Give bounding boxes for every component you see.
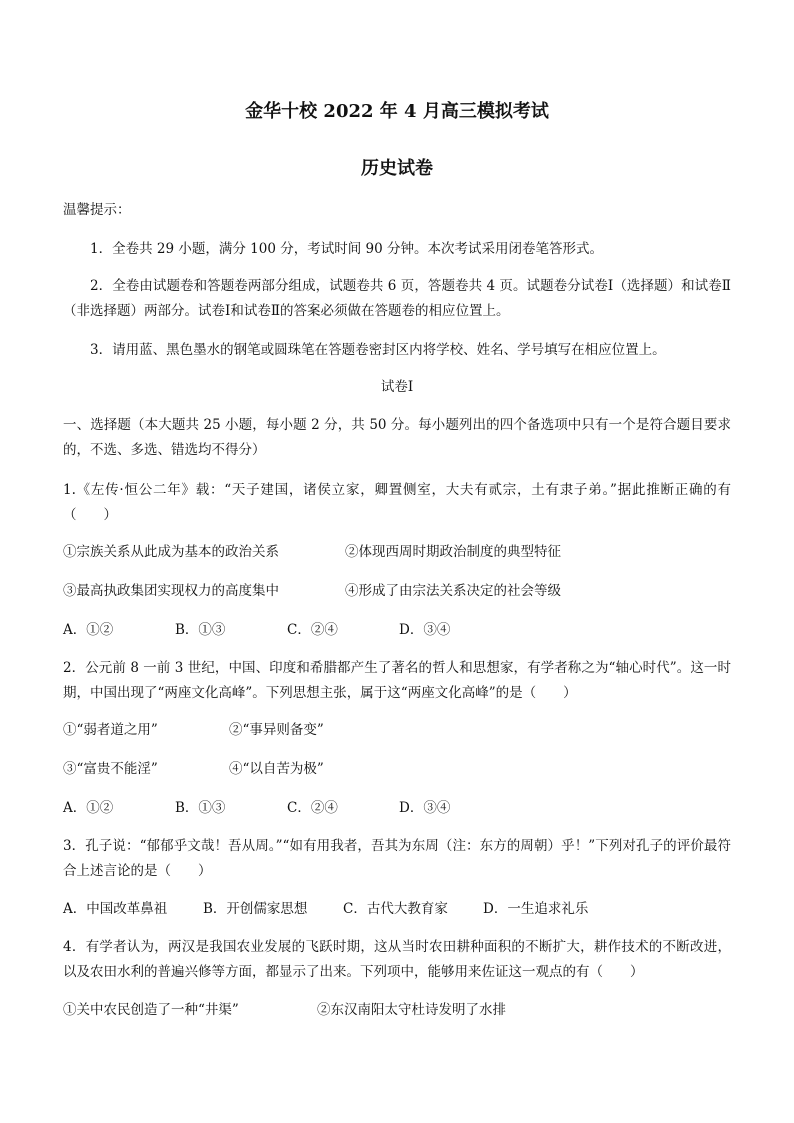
question-1-choice-b[interactable]: B．①③ (175, 622, 226, 638)
question-1-choice-a[interactable]: A．①② (63, 622, 114, 638)
question-3-choice-d[interactable]: D．一生追求礼乐 (483, 901, 589, 917)
question-1-item-3: ③最高执政集团实现权力的高度集中 (63, 583, 279, 599)
question-4-stem: 4．有学者认为，两汉是我国农业发展的飞跃时期，这从当时农田耕种面积的不断扩大，耕作技术的不断改进，以及农田水利的普遍兴修等方面，都显示了出来。下列项中，能够用来佐证这一观点的有（ ） (63, 939, 731, 980)
question-4-item-1: ①关中农民创造了一种“井渠” (63, 1002, 239, 1018)
question-2-choice-b[interactable]: B．①③ (175, 800, 226, 816)
part-one-instructions: 一、选择题（本大题共 25 小题，每小题 2 分，共 50 分。每小题列出的四个备选项中只有一个是符合题目要求的，不选、多选、错选均不得分） (63, 417, 731, 458)
question-1-items-row-2 (63, 579, 731, 603)
notice-heading: 温馨提示： (63, 202, 131, 218)
question-2-choice-a[interactable]: A．①② (63, 800, 114, 816)
exam-subtitle: 历史试卷 (361, 158, 433, 179)
question-1-item-4: ④形成了由宗法关系决定的社会等级 (345, 583, 561, 599)
exam-title: 金华十校 2022 年 4 月高三模拟考试 (245, 101, 549, 122)
notice-item-2: 2．全卷由试题卷和答题卷两部分组成，试题卷共 6 页，答题卷共 4 页。试题卷分试卷Ⅰ（选择题）和试卷Ⅱ（非选择题）两部分。试卷Ⅰ和试卷Ⅱ的答案必须做在答题卷的相应位置上。 (63, 278, 731, 319)
question-2-choices (63, 796, 731, 820)
section-label: 试卷Ⅰ (380, 379, 414, 395)
question-2-stem: 2．公元前 8 一前 3 世纪，中国、印度和希腊都产生了著名的哲人和思想家，有学者称之为“轴心时代”。这一时期，中国出现了“两座文化高峰”。下列思想主张，属于这“两座文化高峰”的是（ ） (63, 660, 731, 701)
question-1-item-1: ①宗族关系从此成为基本的政治关系 (63, 544, 279, 560)
question-2-choice-d[interactable]: D．③④ (399, 800, 451, 816)
question-2-item-4: ④“以自苦为极” (229, 761, 324, 777)
question-1-choices (63, 618, 731, 642)
question-3-choice-a[interactable]: A．中国改革鼻祖 (63, 901, 168, 917)
question-2-choice-c[interactable]: C．②④ (287, 800, 338, 816)
question-2-item-3: ③“富贵不能淫” (63, 761, 158, 777)
question-2-items-row-1 (63, 718, 731, 742)
question-4-item-2: ②东汉南阳太守杜诗发明了水排 (317, 1002, 506, 1018)
notice-item-3: 3．请用蓝、黑色墨水的钢笔或圆珠笔在答题卷密封区内将学校、姓名、学号填写在相应位置上。 (90, 342, 666, 358)
question-2-item-1: ①“弱者道之用” (63, 722, 158, 738)
question-4-items-row-1 (63, 998, 731, 1022)
question-3-stem: 3．孔子说：“郁郁乎文哉！吾从周。”“如有用我者，吾其为东周（注：东方的周朝）乎！”下列对孔子的评价最符合上述言论的是（ ） (63, 838, 731, 879)
question-1-choice-c[interactable]: C．②④ (287, 622, 338, 638)
question-1-stem: 1.《左传·恒公二年》载：“天子建国，诸侯立家，卿置侧室，大夫有贰宗，土有隶子弟。”据此推断正确的有（ ） (63, 482, 731, 523)
notice-item-1: 1．全卷共 29 小题，满分 100 分，考试时间 90 分钟。本次考试采用闭卷笔答形式。 (90, 241, 603, 257)
question-1-items-row-1 (63, 540, 731, 564)
question-3-choice-c[interactable]: C．古代大教育家 (343, 901, 448, 917)
question-1-choice-d[interactable]: D．③④ (399, 622, 451, 638)
question-3-choice-b[interactable]: B．开创儒家思想 (203, 901, 308, 917)
question-2-items-row-2 (63, 757, 731, 781)
question-3-choices (63, 897, 731, 921)
question-2-item-2: ②“事异则备变” (229, 722, 324, 738)
question-1-item-2: ②体现西周时期政治制度的典型特征 (345, 544, 561, 560)
